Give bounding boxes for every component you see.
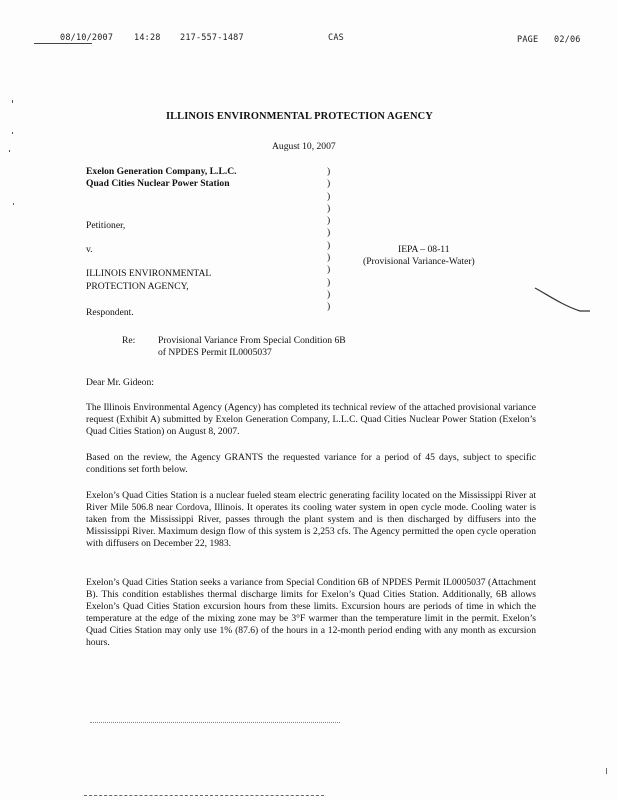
fax-page-label: PAGE bbox=[517, 35, 539, 45]
petitioner-facility: Quad Cities Nuclear Power Station bbox=[86, 178, 230, 189]
petitioner-name: Exelon Generation Company, L.L.C. bbox=[86, 166, 237, 177]
paragraph-review: The Illinois Environmental Agency (Agency) has completed its technical review of the attached provisional variance request (Exhibit A) submitted by Exelon Generation Company, L.L.C. Quad Cities Nuclear Power Station (Exelon’s Quad Cities Station) on August 8, 2007. bbox=[86, 402, 536, 438]
scan-artifact-bottom bbox=[84, 795, 324, 797]
fax-phone: 217-557-1487 bbox=[180, 33, 244, 43]
caption-paren: ) bbox=[327, 166, 331, 177]
grant-text-after: the requested variance for a period of 45 days, subject to specific conditions set forth below. bbox=[86, 452, 536, 476]
respondent-name-line1: ILLINOIS ENVIRONMENTAL bbox=[86, 268, 212, 279]
caption-paren: ) bbox=[327, 252, 331, 264]
fax-sender: CAS bbox=[328, 33, 344, 43]
scan-speck bbox=[13, 203, 14, 205]
fax-time: 14:28 bbox=[134, 33, 161, 43]
paragraph-variance-request: Exelon’s Quad Cities Station seeks a variance from Special Condition 6B of NPDES Permit IL0005037 (Attachment B). This condition establishes thermal discharge limits for Exelon’s Quad Cities Station. Additionally, 6B allows Exelon’s Quad Cities Station excursion hours from these limits. Excursion hours are periods of time in which the temperature at the edge of the mixing zone may be 3°F warmer than the temperature limit in the permit. Exelon’s Quad Cities Station may only use 1% (87.6) of the hours in a 12-month period ending with any month as excursion hours. bbox=[86, 577, 536, 649]
caption-paren: ) bbox=[327, 264, 331, 276]
grant-emphasis: GRANTS bbox=[224, 452, 264, 463]
scan-artifact-row bbox=[90, 722, 340, 724]
grant-text-before: Based on the review, the Agency bbox=[86, 452, 225, 463]
caption-paren: ) bbox=[327, 239, 331, 251]
caption-paren: ) bbox=[327, 178, 331, 190]
scan-speck bbox=[12, 132, 13, 134]
caption-paren-column bbox=[327, 166, 330, 314]
agency-title: ILLINOIS ENVIRONMENTAL PROTECTION AGENCY bbox=[166, 111, 433, 122]
paragraph-grant bbox=[86, 452, 536, 476]
re-line-2: of NPDES Permit IL0005037 bbox=[158, 347, 272, 358]
respondent-name-line2: PROTECTION AGENCY, bbox=[86, 281, 189, 292]
re-label: Re: bbox=[122, 335, 136, 346]
scan-speck bbox=[12, 100, 13, 103]
versus-label: v. bbox=[86, 244, 93, 255]
scan-speck bbox=[9, 150, 10, 152]
caption-paren: ) bbox=[327, 288, 331, 300]
case-number: IEPA – 08-11 bbox=[398, 244, 450, 255]
re-line-1: Provisional Variance From Special Condition 6B bbox=[158, 335, 346, 346]
letter-date: August 10, 2007 bbox=[272, 141, 336, 152]
caption-paren: ) bbox=[327, 215, 331, 227]
fax-page-number: 02/06 bbox=[554, 35, 581, 45]
caption-paren: ) bbox=[327, 301, 331, 313]
petitioner-label: Petitioner, bbox=[86, 220, 126, 231]
caption-paren: ) bbox=[327, 202, 331, 214]
fax-date: 08/10/2007 bbox=[60, 33, 114, 43]
salutation: Dear Mr. Gideon: bbox=[86, 377, 154, 388]
pen-mark bbox=[532, 283, 592, 315]
respondent-label: Respondent. bbox=[86, 307, 134, 318]
caption-paren: ) bbox=[327, 227, 331, 239]
case-type: (Provisional Variance-Water) bbox=[363, 256, 475, 267]
fax-rule bbox=[34, 43, 92, 44]
paragraph-facility: Exelon’s Quad Cities Station is a nuclear fueled steam electric generating facility located on the Mississippi River at River Mile 506.8 near Cordova, Illinois. It operates its cooling water system in open cycle mode. Cooling water is taken from the Mississippi River, passes through the plant system and is then discharged by diffusers into the Mississippi River. Maximum design flow of this system is 2,253 cfs. The Agency permitted the open cycle operation with diffusers on December 22, 1983. bbox=[86, 490, 536, 550]
caption-paren: ) bbox=[327, 276, 331, 288]
scan-artifact-corner bbox=[606, 768, 607, 774]
caption-paren: ) bbox=[327, 190, 331, 202]
